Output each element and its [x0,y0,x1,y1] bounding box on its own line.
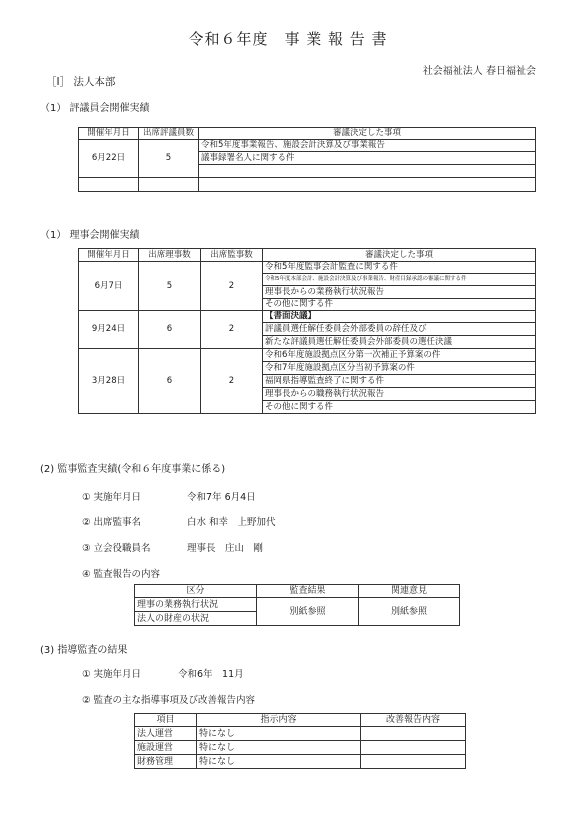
board-table [78,248,536,414]
audit-date-label: ① 実施年月日 [82,492,142,503]
meeting-auditors: 2 [201,349,263,414]
council-item: 令和5年度事業報告、施設会計決算及び事業報告 [199,140,536,152]
audit-result: 別紙参照 [257,598,359,626]
meeting-date: 9月24日 [79,311,139,349]
section-heading: ［Ⅰ］ 法人本部 [46,76,116,88]
audit-row-label: 理事の業務執行状況 [135,598,257,612]
guidance-date-label: ① 実施年月日 [82,669,142,680]
meeting-item: その他に関する件 [263,299,536,311]
audit-auditors-label: ② 出席監事名 [82,517,142,528]
header-matters: 審議決定した事項 [199,128,536,140]
council-empty-cell [79,178,139,192]
meeting-directors: 6 [139,311,201,349]
council-table [78,127,536,192]
header-category: 区分 [135,585,257,598]
audit-witness-label: ③ 立会役職員名 [82,543,151,554]
guidance-row-improvement [361,755,466,769]
meeting-item: 令和7年度施設拠点区分当初予算案の件 [263,362,536,375]
audit-heading: (2) 監事監査実績(令和６年度事業に係る) [40,464,226,475]
header-result: 監査結果 [257,585,359,598]
meeting-item: 新たな評議員選任解任委員会外部委員の選任決議 [263,336,536,349]
audit-opinion: 別紙参照 [359,598,460,626]
header-item: 項目 [135,714,197,727]
header-date: 開催年月日 [79,128,139,140]
header-attendees: 出席評議員数 [139,128,199,140]
guidance-row-improvement [361,727,466,741]
audit-row-label: 法人の財産の状況 [135,612,257,626]
meeting-item: 令和5年度監事会計監査に関する件 [263,262,536,274]
header-improvement: 改善報告内容 [361,714,466,727]
audit-auditors-value: 白水 和幸 上野加代 [187,517,276,528]
header-directors: 出席理事数 [139,249,201,262]
meeting-item: 【書面決議】 [263,311,536,323]
document-title: 令和６年度 事 業 報 告 書 [188,30,388,48]
meeting-item: 福岡県指導監査終了に関する件 [263,375,536,388]
meeting-item: 令和5年度本部会計、施設会計決算及び事業報告、財産目録承認の審議に関する件 [263,274,536,286]
header-date: 開催年月日 [79,249,139,262]
guidance-table [134,713,466,769]
meeting-item: その他に関する件 [263,401,536,414]
guidance-row-item: 財務管理 [135,755,197,769]
meeting-directors: 6 [139,349,201,414]
council-item: 議事録署名人に関する件 [199,152,536,165]
guidance-content-label: ② 監査の主な指導事項及び改善報告内容 [82,695,256,706]
council-empty-cell [139,178,199,192]
meeting-date: 6月7日 [79,262,139,311]
audit-date-value: 令和7年 6月4日 [187,492,256,503]
board-heading: （1） 理事会開催実績 [40,230,140,241]
audit-report-label: ④ 監査報告の内容 [82,569,161,580]
header-matters: 審議決定した事項 [263,249,536,262]
guidance-heading: (3) 指導監査の結果 [40,645,128,656]
header-instruction: 指示内容 [197,714,361,727]
council-date: 6月22日 [79,140,139,178]
meeting-item: 理事長からの業務執行状況報告 [263,286,536,299]
audit-table [134,584,460,626]
guidance-row-instruction: 特になし [197,741,361,755]
meeting-directors: 5 [139,262,201,311]
guidance-date-value: 令和6年 11月 [178,669,244,680]
guidance-row-instruction: 特になし [197,727,361,741]
council-item [199,178,536,192]
meeting-item: 評議員選任解任委員会外部委員の辞任及び [263,323,536,336]
meeting-date: 3月28日 [79,349,139,414]
meeting-item: 理事長からの職務執行状況報告 [263,388,536,401]
guidance-row-item: 施設運営 [135,741,197,755]
guidance-row-improvement [361,741,466,755]
guidance-row-instruction: 特になし [197,755,361,769]
header-opinion: 関連意見 [359,585,460,598]
council-item [199,165,536,178]
council-count: 5 [139,140,199,178]
organization-name: 社会福祉法人 春日福祉会 [422,66,536,77]
guidance-row-item: 法人運営 [135,727,197,741]
meeting-auditors: 2 [201,262,263,311]
meeting-auditors: 2 [201,311,263,349]
header-auditors: 出席監事数 [201,249,263,262]
audit-witness-value: 理事長 庄山 剛 [187,543,264,554]
meeting-item: 令和6年度施設拠点区分第一次補正予算案の件 [263,349,536,362]
council-heading: （1） 評議員会開催実績 [40,103,150,114]
